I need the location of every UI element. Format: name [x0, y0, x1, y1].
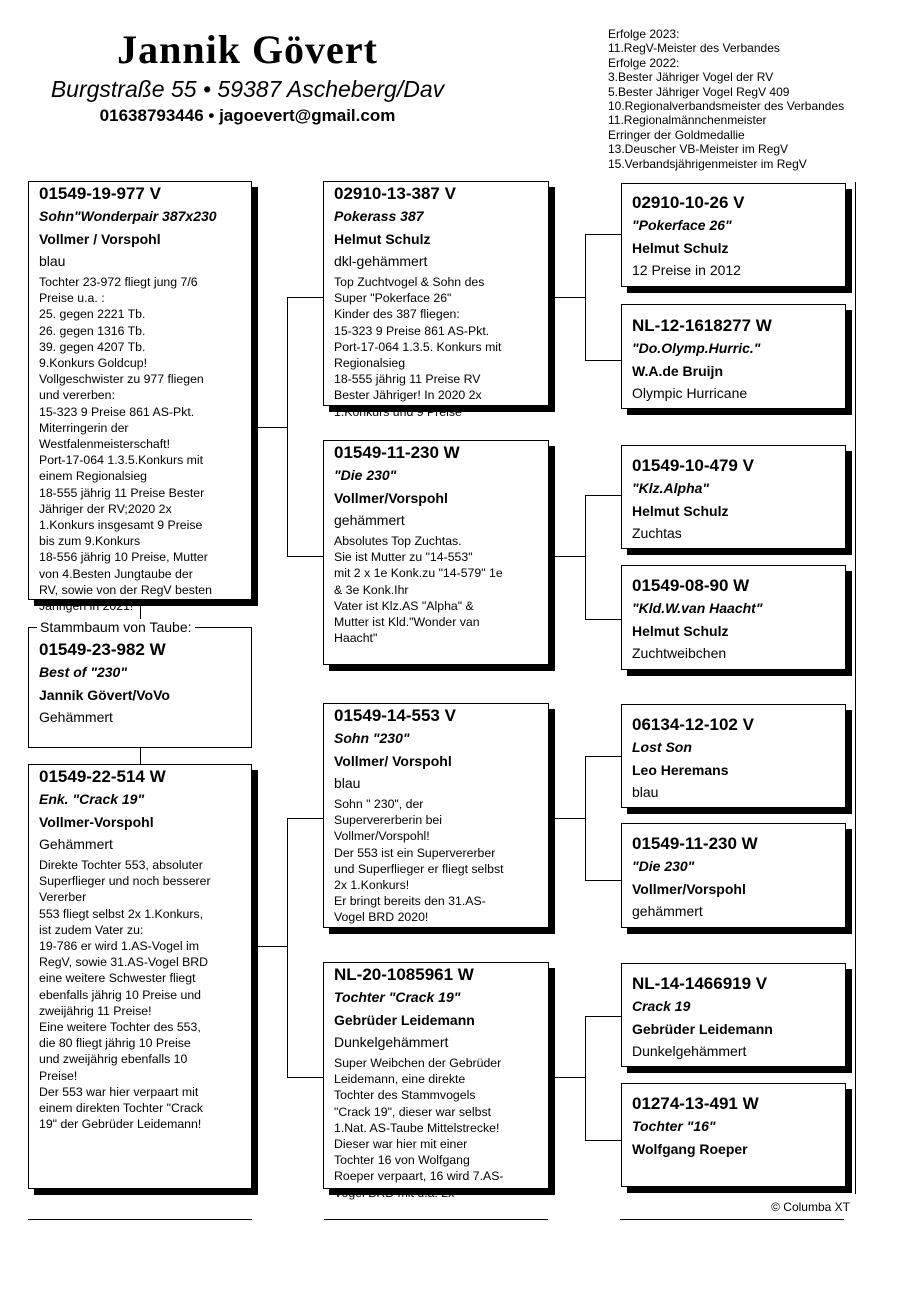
description: Tochter 23-972 fliegt jung 7/6 Preise u.a. : 25. gegen 2221 Tb. 26. gegen 1316 Tb. 39. gegen 4207 Tb. 9.Konkurs Goldcup! Vollgeschwister zu 977 fliegen und vererben: 15-323 9 Preise 861 AS-Pkt. Miterringerin der Westfalenmeisterschaft! Port-17-064 1.3.5.Konkurs mit einem Regionalsieg 18-555 jährig 11 Preise Bester Jähriger der RV;2020 2x 1.Konkurs insgesamt 9 Preise bis zum 9.Konkurs 18-556 jährig 10 Preise, Mutter von 4.Besten Jungtaube der RV, sowie von der RegV besten Jährigen in 2021!: [39, 275, 212, 614]
pedigree-target-card: [28, 619, 252, 748]
pedigree-card-fmf: [621, 445, 846, 549]
color: blau: [334, 775, 361, 791]
breeder: Vollmer / Vorspohl: [39, 231, 161, 247]
pigeon-name: Sohn"Wonderpair 387x230: [39, 208, 217, 224]
ring-number: 01549-14-553 V: [334, 706, 456, 725]
breeder: Jannik Gövert/VoVo: [39, 687, 170, 703]
pedigree-card-father: [28, 181, 252, 614]
pigeon-name: Lost Son: [632, 739, 692, 755]
color: blau: [39, 253, 66, 269]
pedigree-card-ff: [323, 181, 549, 419]
description: Top Zuchtvogel & Sohn des Super "Pokerface 26" Kinder des 387 fliegen: 15-323 9 Preise 861 AS-Pkt. Port-17-064 1.3.5. Konkurs mit Regionalsieg 18-555 jährig 11 Preise RV Bester Jähriger! In 2020 2x 1.Konkurs und 9 Preise: [334, 275, 502, 419]
pedigree-card-mother: [28, 764, 252, 1189]
ring-number: 02910-13-387 V: [334, 184, 456, 203]
pedigree-card-mm: [323, 962, 549, 1200]
connector-line: [253, 427, 287, 428]
connector-line: [585, 1016, 586, 1140]
pigeon-name: Pokerass 387: [334, 208, 424, 224]
bottom-rule: [620, 1219, 844, 1220]
pedigree-card-mfm: [621, 823, 846, 928]
connector-line: [287, 1077, 323, 1078]
ring-number: 01549-11-230 W: [334, 443, 460, 462]
owner-contact: 01638793446 • jagoevert@gmail.com: [99, 106, 396, 125]
breeder: Helmut Schulz: [632, 503, 729, 519]
achievement-item: 11.Regionalmännchenmeister: [608, 113, 767, 128]
connector-line: [585, 234, 621, 235]
connector-line: [253, 946, 287, 947]
description: Absolutes Top Zuchtas. Sie ist Mutter zu "14-553" mit 2 x 1e Konk.zu "14-579" 1e & 3e Konk.Ihr Vater ist Klz.AS "Alpha" & Mutter ist Kld."Wonder van Haacht": [334, 534, 503, 646]
owner-name: Jannik Gövert: [117, 27, 378, 72]
connector-line: [585, 880, 621, 881]
connector-line: [585, 1140, 621, 1141]
breeder: Helmut Schulz: [632, 240, 729, 256]
breeder: Helmut Schulz: [632, 623, 729, 639]
pigeon-name: Sohn "230": [334, 730, 410, 746]
bottom-rule: [28, 1219, 252, 1220]
color: Gehämmert: [39, 836, 113, 852]
ring-number: NL-20-1085961 W: [334, 965, 474, 984]
ring-number: 01274-13-491 W: [632, 1094, 759, 1113]
pigeon-name: Tochter "16": [632, 1118, 716, 1134]
bottom-rule: [324, 1219, 548, 1220]
achievement-item: 5.Bester Jähriger Vogel RegV 409: [608, 84, 790, 99]
breeder: Vollmer/Vorspohl: [632, 881, 746, 897]
achievement-item: 13.Deuscher VB-Meister im RegV: [608, 142, 789, 157]
connector-line: [287, 818, 288, 1077]
ring-number: 01549-08-90 W: [632, 576, 750, 595]
pedigree-card-mff: [621, 704, 846, 808]
breeder: Vollmer/ Vorspohl: [334, 753, 452, 769]
pedigree-card-mmm: [621, 1083, 846, 1187]
ring-number: NL-14-1466919 V: [632, 974, 768, 993]
pigeon-name: Tochter "Crack 19": [334, 989, 461, 1005]
achievement-item: Erfolge 2022:: [608, 55, 680, 70]
breeder: Helmut Schulz: [334, 231, 431, 247]
target-label: Stammbaum von Taube:: [37, 619, 195, 635]
breeder: Vollmer/Vorspohl: [334, 490, 448, 506]
ring-number: 02910-10-26 V: [632, 193, 745, 212]
copyright-notice: © Columba XT: [771, 1200, 850, 1214]
connector-line: [585, 360, 621, 361]
connector-line: [549, 297, 585, 298]
description: Super Weibchen der Gebrüder Leidemann, eine direkte Tochter des Stammvogels "Crack 19", dieser war selbst 1.Nat. AS-Taube Mittelstrecke! Dieser war hier mit einer Tochter 16 von Wolfgang Roeper verpaart, 16 wird 7.AS- Vogel BRD mit u.a. 2x: [334, 1056, 504, 1200]
connector-line: [549, 556, 585, 557]
connector-line: [585, 495, 621, 496]
color: blau: [632, 784, 659, 800]
breeder: W.A.de Bruijn: [632, 363, 723, 379]
description: Direkte Tochter 553, absoluter Superflieger und noch besserer Vererber 553 fliegt selbst 2x 1.Konkurs, ist zudem Vater zu: 19-786 er wird 1.AS-Vogel im RegV, sowie 31.AS-Vogel BRD eine weitere Schwester fliegt ebenfalls jährig 10 Preise und zweijährig 11 Preise! Eine weitere Tochter des 553, die 80 fliegt jährig 10 Preise und zweijährig ebenfalls 10 Preise! Der 553 war hier verpaart mit einem direkten Tochter "Crack 19" der Gebrüder Leidemann!: [39, 858, 211, 1132]
color: gehämmert: [334, 512, 405, 528]
breeder: Leo Heremans: [632, 762, 729, 778]
color: dkl-gehämmert: [334, 253, 428, 269]
description: Sohn " 230", der Supervererberin bei Vollmer/Vorspohl! Der 553 ist ein Supervererber und Superflieger er fliegt selbst 2x 1.Konkurs! Er bringt bereits den 31.AS- Vogel BRD 2020!: [334, 797, 504, 925]
connector-line: [585, 1016, 621, 1017]
color: gehämmert: [632, 903, 703, 919]
achievement-item: 15.Verbandsjährigenmeister im RegV: [608, 156, 807, 171]
color: Olympic Hurricane: [632, 385, 748, 401]
ring-number: 01549-23-982 W: [39, 640, 166, 659]
breeder: Gebrüder Leidemann: [632, 1021, 773, 1037]
owner-address: Burgstraße 55 • 59387 Ascheberg/Dav: [50, 76, 445, 102]
ring-number: 01549-19-977 V: [39, 184, 161, 203]
pigeon-name: "Die 230": [632, 858, 695, 874]
achievement-item: 3.Bester Jähriger Vogel der RV: [608, 70, 774, 85]
color: Dunkelgehämmert: [334, 1034, 449, 1050]
breeder: Gebrüder Leidemann: [334, 1012, 475, 1028]
pigeon-name: "Kld.W.van Haacht": [632, 600, 763, 616]
connector-line: [287, 297, 323, 298]
breeder: Wolfgang Roeper: [632, 1141, 748, 1157]
connector-line: [585, 756, 586, 880]
connector-line: [549, 818, 585, 819]
connector-line: [287, 556, 323, 557]
pedigree-card-ffm: [621, 304, 846, 409]
breeder: Vollmer-Vorspohl: [39, 814, 154, 830]
connector-line: [585, 234, 586, 360]
pigeon-name: Best of "230": [39, 664, 127, 680]
pigeon-name: Crack 19: [632, 998, 691, 1014]
achievements-list: [608, 27, 844, 171]
connector-line: [585, 756, 621, 757]
pedigree-card-mmf: [621, 963, 846, 1067]
connector-line: [287, 297, 288, 556]
pedigree-card-fm: [323, 440, 549, 665]
connector-line: [287, 818, 323, 819]
pigeon-name: "Die 230": [334, 467, 397, 483]
pigeon-name: "Pokerface 26": [632, 217, 732, 233]
connector-line: [585, 495, 586, 619]
pedigree-card-fff: [621, 183, 846, 287]
color: Gehämmert: [39, 709, 113, 725]
color: Zuchtas: [632, 525, 682, 541]
achievement-item: 10.Regionalverbandsmeister des Verbandes: [608, 99, 845, 114]
ring-number: 01549-11-230 W: [632, 834, 758, 853]
pedigree-card-mf: [323, 703, 549, 928]
connector-line: [549, 1077, 585, 1078]
achievement-item: 11.RegV-Meister des Verbandes: [608, 41, 780, 56]
right-edge-line: [855, 182, 856, 1194]
color: 12 Preise in 2012: [632, 262, 741, 278]
pedigree-card-fmm: [621, 565, 846, 670]
ring-number: 06134-12-102 V: [632, 715, 754, 734]
ring-number: 01549-22-514 W: [39, 767, 166, 786]
ring-number: 01549-10-479 V: [632, 456, 754, 475]
connector-line: [585, 619, 621, 620]
achievement-item: Erfolge 2023:: [608, 27, 680, 41]
color: Zuchtweibchen: [632, 645, 727, 661]
pigeon-name: "Klz.Alpha": [632, 480, 710, 496]
color: Dunkelgehämmert: [632, 1043, 747, 1059]
pigeon-name: Enk. "Crack 19": [39, 791, 145, 807]
pigeon-name: "Do.Olymp.Hurric.": [632, 340, 761, 356]
achievement-item: Erringer der Goldmedallie: [608, 127, 745, 142]
ring-number: NL-12-1618277 W: [632, 316, 772, 335]
